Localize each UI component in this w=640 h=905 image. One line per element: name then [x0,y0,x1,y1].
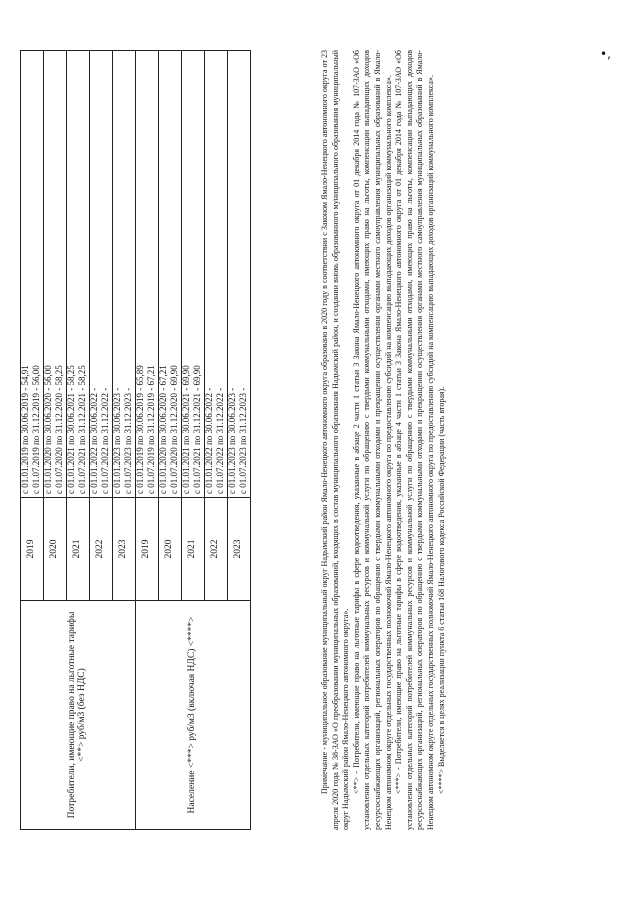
tariff-values-cell [67,51,90,498]
tariff-period-value: с 01.07.2021 по 31.12.2021 - 58,25 [77,365,87,494]
year-cell: 2021 [182,498,205,601]
marginal-mark: •, [600,47,611,61]
year-cell: 2020 [44,498,67,601]
table-row [136,51,159,830]
tariff-values-cell [159,51,182,498]
year-cell: 2019 [136,498,159,601]
footnote-2: <**> - Потребители, имеющие право на льготные тарифы в сфере водоотведения, указанные в абзаце 2 части 1 статьи 3 Закона Ямало-Ненецкого автономного округа от 01 декабря 2014 года № 107-ЗАО «Об установлении отдельных категорий потребителей коммунальных ресурсов и коммунальной услуги по обращению с твердыми коммунальными отходами, имеющих право на льготы, компенсации выпадающих доходов ресурсоснабжающих организаций, региональных операторов по обращению с твердыми коммунальными отходами и прекращении осуществления органами местного самоуправления муниципальных образований в Ямало-Ненецком автономном округе отдельных государственных полномочий Ямало-Ненецкого автономного округа по предоставлению субсидий на компенсацию выпадающих доходов организаций коммунального комплекса». [351,50,393,830]
tariff-period-value: с 01.01.2021 по 30.06.2021 - 58,25 [66,365,76,494]
tariff-period-value: с 01.07.2020 по 31.12.2020 - 58,25 [54,365,64,494]
tariff-period-value: с 01.01.2020 по 30.06.2020 - 56,00 [43,365,53,494]
footnote-3: <***> - Потребители, имеющие право на льготные тарифы в сфере водоотведения, указанные в абзаце 4 части 1 статьи 3 Закона Ямало-Ненецкого автономного округа от 01 декабря 2014 года № 107-ЗАО «Об установлении отдельных категорий потребителей коммунальных ресурсов и коммунальной услуги по обращению с твердыми коммунальными отходами, имеющих право на льготы, компенсации выпадающих доходов ресурсоснабжающих организаций, региональных операторов по обращению с твердыми коммунальными отходами и прекращении осуществления органами местного самоуправления муниципальных образований в Ямало-Ненецком автономном округе отдельных государственных полномочий Ямало-Ненецкого автономного округа по предоставлению субсидий на компенсацию выпадающих доходов организаций коммунального комплекса». [394,50,435,830]
tariff-values-cell [44,51,67,498]
footnote-remark: Примечание - муниципальное образование муниципальный округ Надымский район Ямало-Ненецкого автономного округа образовано в 2020 году в соответствии с Законом Ямало-Ненецкого автономного округа от 23 апреля 2020 года № 38-ЗАО «О преобразовании муниципальных образований, входящих в состав муниципального образования Надымский район, и создании вновь образованного муниципального образования муниципальный округ Надымский район Ямало-Ненецкого автономного округа». [320,50,351,830]
tariff-values-cell [21,51,44,498]
tariff-values-cell [205,51,228,498]
tariff-values-cell [113,51,136,498]
tariff-period-value: с 01.01.2022 по 30.06.2022 - [89,387,99,494]
tariff-period-value: с 01.01.2020 по 30.06.2020 - 67,21 [158,365,168,494]
year-cell: 2022 [205,498,228,601]
tariff-period-value: с 01.07.2021 по 31.12.2021 - 69,90 [192,365,202,494]
tariff-period-value: с 01.07.2020 по 31.12.2020 - 69,90 [169,365,179,494]
year-cell: 2021 [67,498,90,601]
tariff-period-value: с 01.07.2023 по 31.12.2023 - [238,387,248,494]
tariff-period-value: с 01.01.2022 по 30.06.2022 - [204,387,214,494]
tariff-table [20,50,251,830]
tariff-values-cell [136,51,159,498]
footnote-4: <****> Выделяется в целях реализации пункта 6 статьи 168 Налогового кодекса Российской Федерации (часть вторая). [436,386,446,794]
rotated-page-content [20,50,580,830]
tariff-values-cell [90,51,113,498]
tariff-period-value: с 01.07.2022 по 31.12.2022 - [100,387,110,494]
tariff-period-value: с 01.01.2019 по 30.06.2019 - 65,89 [135,365,145,494]
year-cell: 2022 [90,498,113,601]
year-cell: 2023 [228,498,251,601]
tariff-period-value: с 01.07.2022 по 31.12.2022 - [215,387,225,494]
tariff-period-value: с 01.01.2021 по 30.06.2021 - 69,90 [181,365,191,494]
tariff-table-body [21,51,251,830]
category-name: Потребители, имеющие право на льготные тарифы <**> руб/м3 (без НДС) [21,601,136,830]
year-cell: 2020 [159,498,182,601]
tariff-period-value: с 01.01.2023 по 30.06.2023 - [112,387,122,494]
tariff-period-value: с 01.07.2019 по 31.12.2019 - 67,21 [146,365,156,494]
tariff-period-value: с 01.07.2019 по 31.12.2019 - 56,00 [31,365,41,494]
table-row [21,51,44,830]
tariff-values-cell [228,51,251,498]
tariff-period-value: с 01.07.2023 по 31.12.2023 - [123,387,133,494]
year-cell: 2023 [113,498,136,601]
category-name: Население <***> руб/м3 (включая НДС) <****> [136,601,251,830]
tariff-period-value: с 01.01.2019 по 30.06.2019 - 54,91 [20,365,30,494]
footnotes [320,50,447,830]
tariff-values-cell [182,51,205,498]
year-cell: 2019 [21,498,44,601]
tariff-period-value: с 01.01.2023 по 30.06.2023 - [227,387,237,494]
